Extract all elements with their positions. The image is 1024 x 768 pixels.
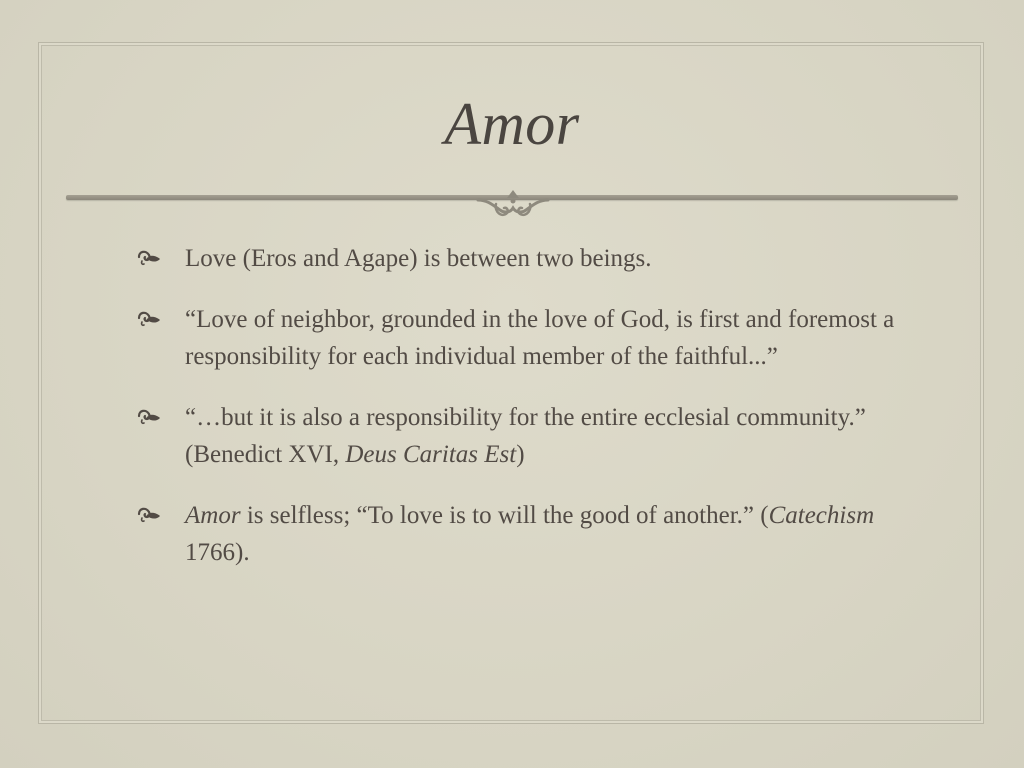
bullet-text xyxy=(185,502,874,566)
bullet-list xyxy=(136,240,896,595)
bullet-text xyxy=(185,404,866,468)
bullet-text-italic: Deus Caritas Est xyxy=(345,441,517,468)
bullet-text-segment: ) xyxy=(516,441,525,468)
bullet-item xyxy=(136,399,896,473)
bullet-text-italic: Catechism xyxy=(768,502,875,529)
bullet-text xyxy=(185,306,894,370)
bullet-text-segment: 1766). xyxy=(185,539,250,566)
bullet-item xyxy=(136,497,896,571)
fleuron-leaf-icon xyxy=(136,308,162,328)
bullet-item xyxy=(136,301,896,375)
bullet-text-segment: is selfless; “To love is to will the good of another.” ( xyxy=(240,502,769,529)
bullet-text-italic: Amor xyxy=(185,502,241,529)
fleuron-leaf-icon xyxy=(136,247,162,267)
bullet-text-segment: “Love of neighbor, grounded in the love of God, is first and foremost a responsibility for each individual member of the faithful...” xyxy=(185,306,895,370)
bullet-item xyxy=(136,240,896,277)
scroll-ornament-icon xyxy=(474,186,552,222)
fleuron-leaf-icon xyxy=(136,406,162,426)
fleuron-leaf-icon xyxy=(136,504,162,524)
bullet-text-segment: “…but it is also a responsibility for the entire ecclesial community.” (Benedict XVI, xyxy=(185,404,866,468)
slide-title: Amor xyxy=(444,91,580,157)
bullet-text-segment: Love (Eros and Agape) is between two beings. xyxy=(185,245,652,272)
bullet-text xyxy=(185,245,652,272)
